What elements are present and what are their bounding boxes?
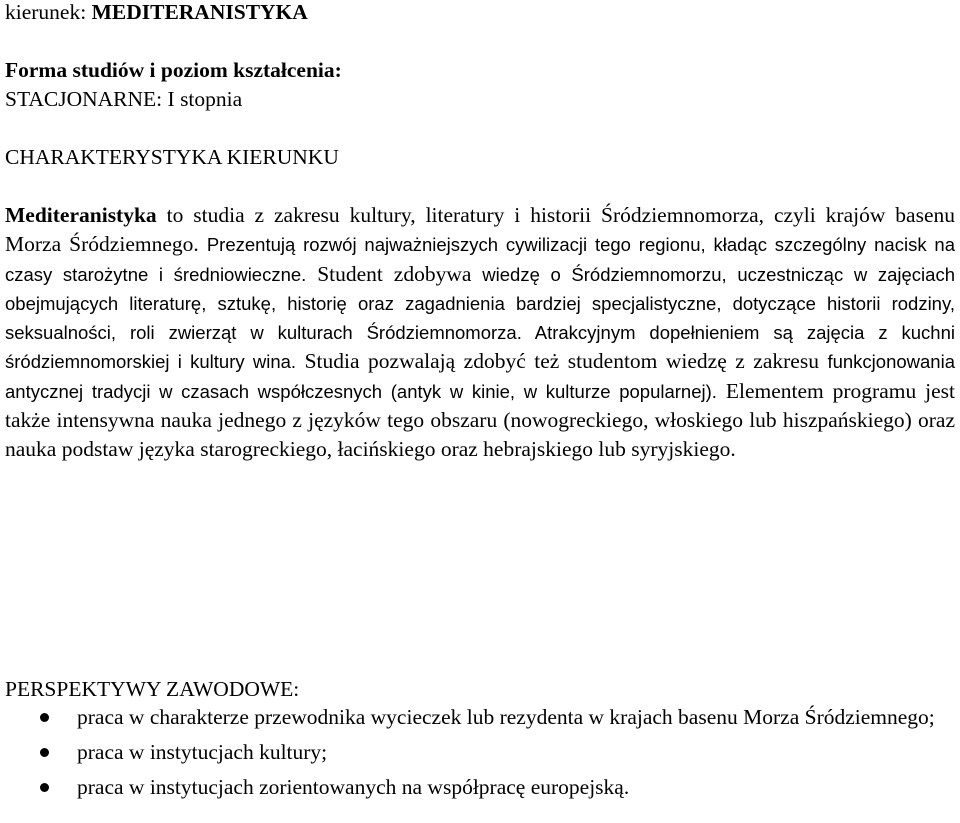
- direction-name: MEDITERANISTYKA: [91, 0, 308, 24]
- form-value: STACJONARNE: I stopnia: [5, 87, 243, 111]
- career-heading: PERSPEKTYWY ZAWODOWE:: [5, 677, 300, 701]
- description-part-6: funkcjonowania antycznej tradycji w czasach współczesnych (antyk w kinie, w kulturze popularnej).: [5, 351, 955, 402]
- direction-line: [5, 0, 308, 24]
- career-item-text: praca w instytucjach zorientowanych na współpracę europejską.: [77, 775, 630, 799]
- list-item: [5, 738, 955, 767]
- list-item: [5, 703, 955, 732]
- description-part-7: Elementem programu jest także intensywna nauka jednego z języków tego obszaru (nowogreckiego, włoskiego lub hiszpańskiego) oraz nauka podstaw języka starogreckiego, łacińskiego oraz hebrajskiego lub syryjskiego.: [5, 378, 955, 462]
- bullet-icon: [40, 713, 49, 722]
- characteristics-heading: CHARAKTERYSTYKA KIERUNKU: [5, 145, 339, 169]
- description-part-4: wiedzę o Śródziemnomorzu, uczestnicząc w zajęciach obejmujących literaturę, sztukę, historię oraz zagadnienia bardziej specjalistyczne, dotyczące historii rodziny, seksualności, roli zwierząt w kulturach Śródziemnomorza. Atrakcyjnym dopełnieniem są zajęcia z kuchni śródziemnomorskiej i kultury wina.: [5, 263, 955, 373]
- description-paragraph: [5, 201, 955, 465]
- career-item-text: praca w instytucjach kultury;: [77, 740, 328, 764]
- description-part-1: to studia z zakresu kultury, literatury i historii Śródziemnomorza, czyli krajów basenu Morza Śródziemnego.: [5, 203, 955, 257]
- description-part-5: Studia pozwalają zdobyć też studentom wiedzę z zakresu: [296, 349, 828, 374]
- description-lead: Mediteranistyka: [5, 203, 157, 227]
- description-part-3: Student zdobywa: [306, 261, 483, 286]
- bullet-icon: [40, 783, 49, 792]
- career-item-text: praca w charakterze przewodnika wycieczek lub rezydenta w krajach basenu Morza Śródziemnego;: [77, 705, 935, 729]
- form-heading: Forma studiów i poziom kształcenia:: [5, 58, 342, 82]
- direction-label: kierunek:: [5, 0, 92, 24]
- bullet-icon: [40, 748, 49, 757]
- list-item: [5, 773, 955, 802]
- career-list: [5, 703, 955, 802]
- description-part-2: Prezentują rozwój najważniejszych cywilizacji tego regionu, kładąc szczególny nacisk na czasy starożytne i średniowieczne.: [5, 234, 955, 285]
